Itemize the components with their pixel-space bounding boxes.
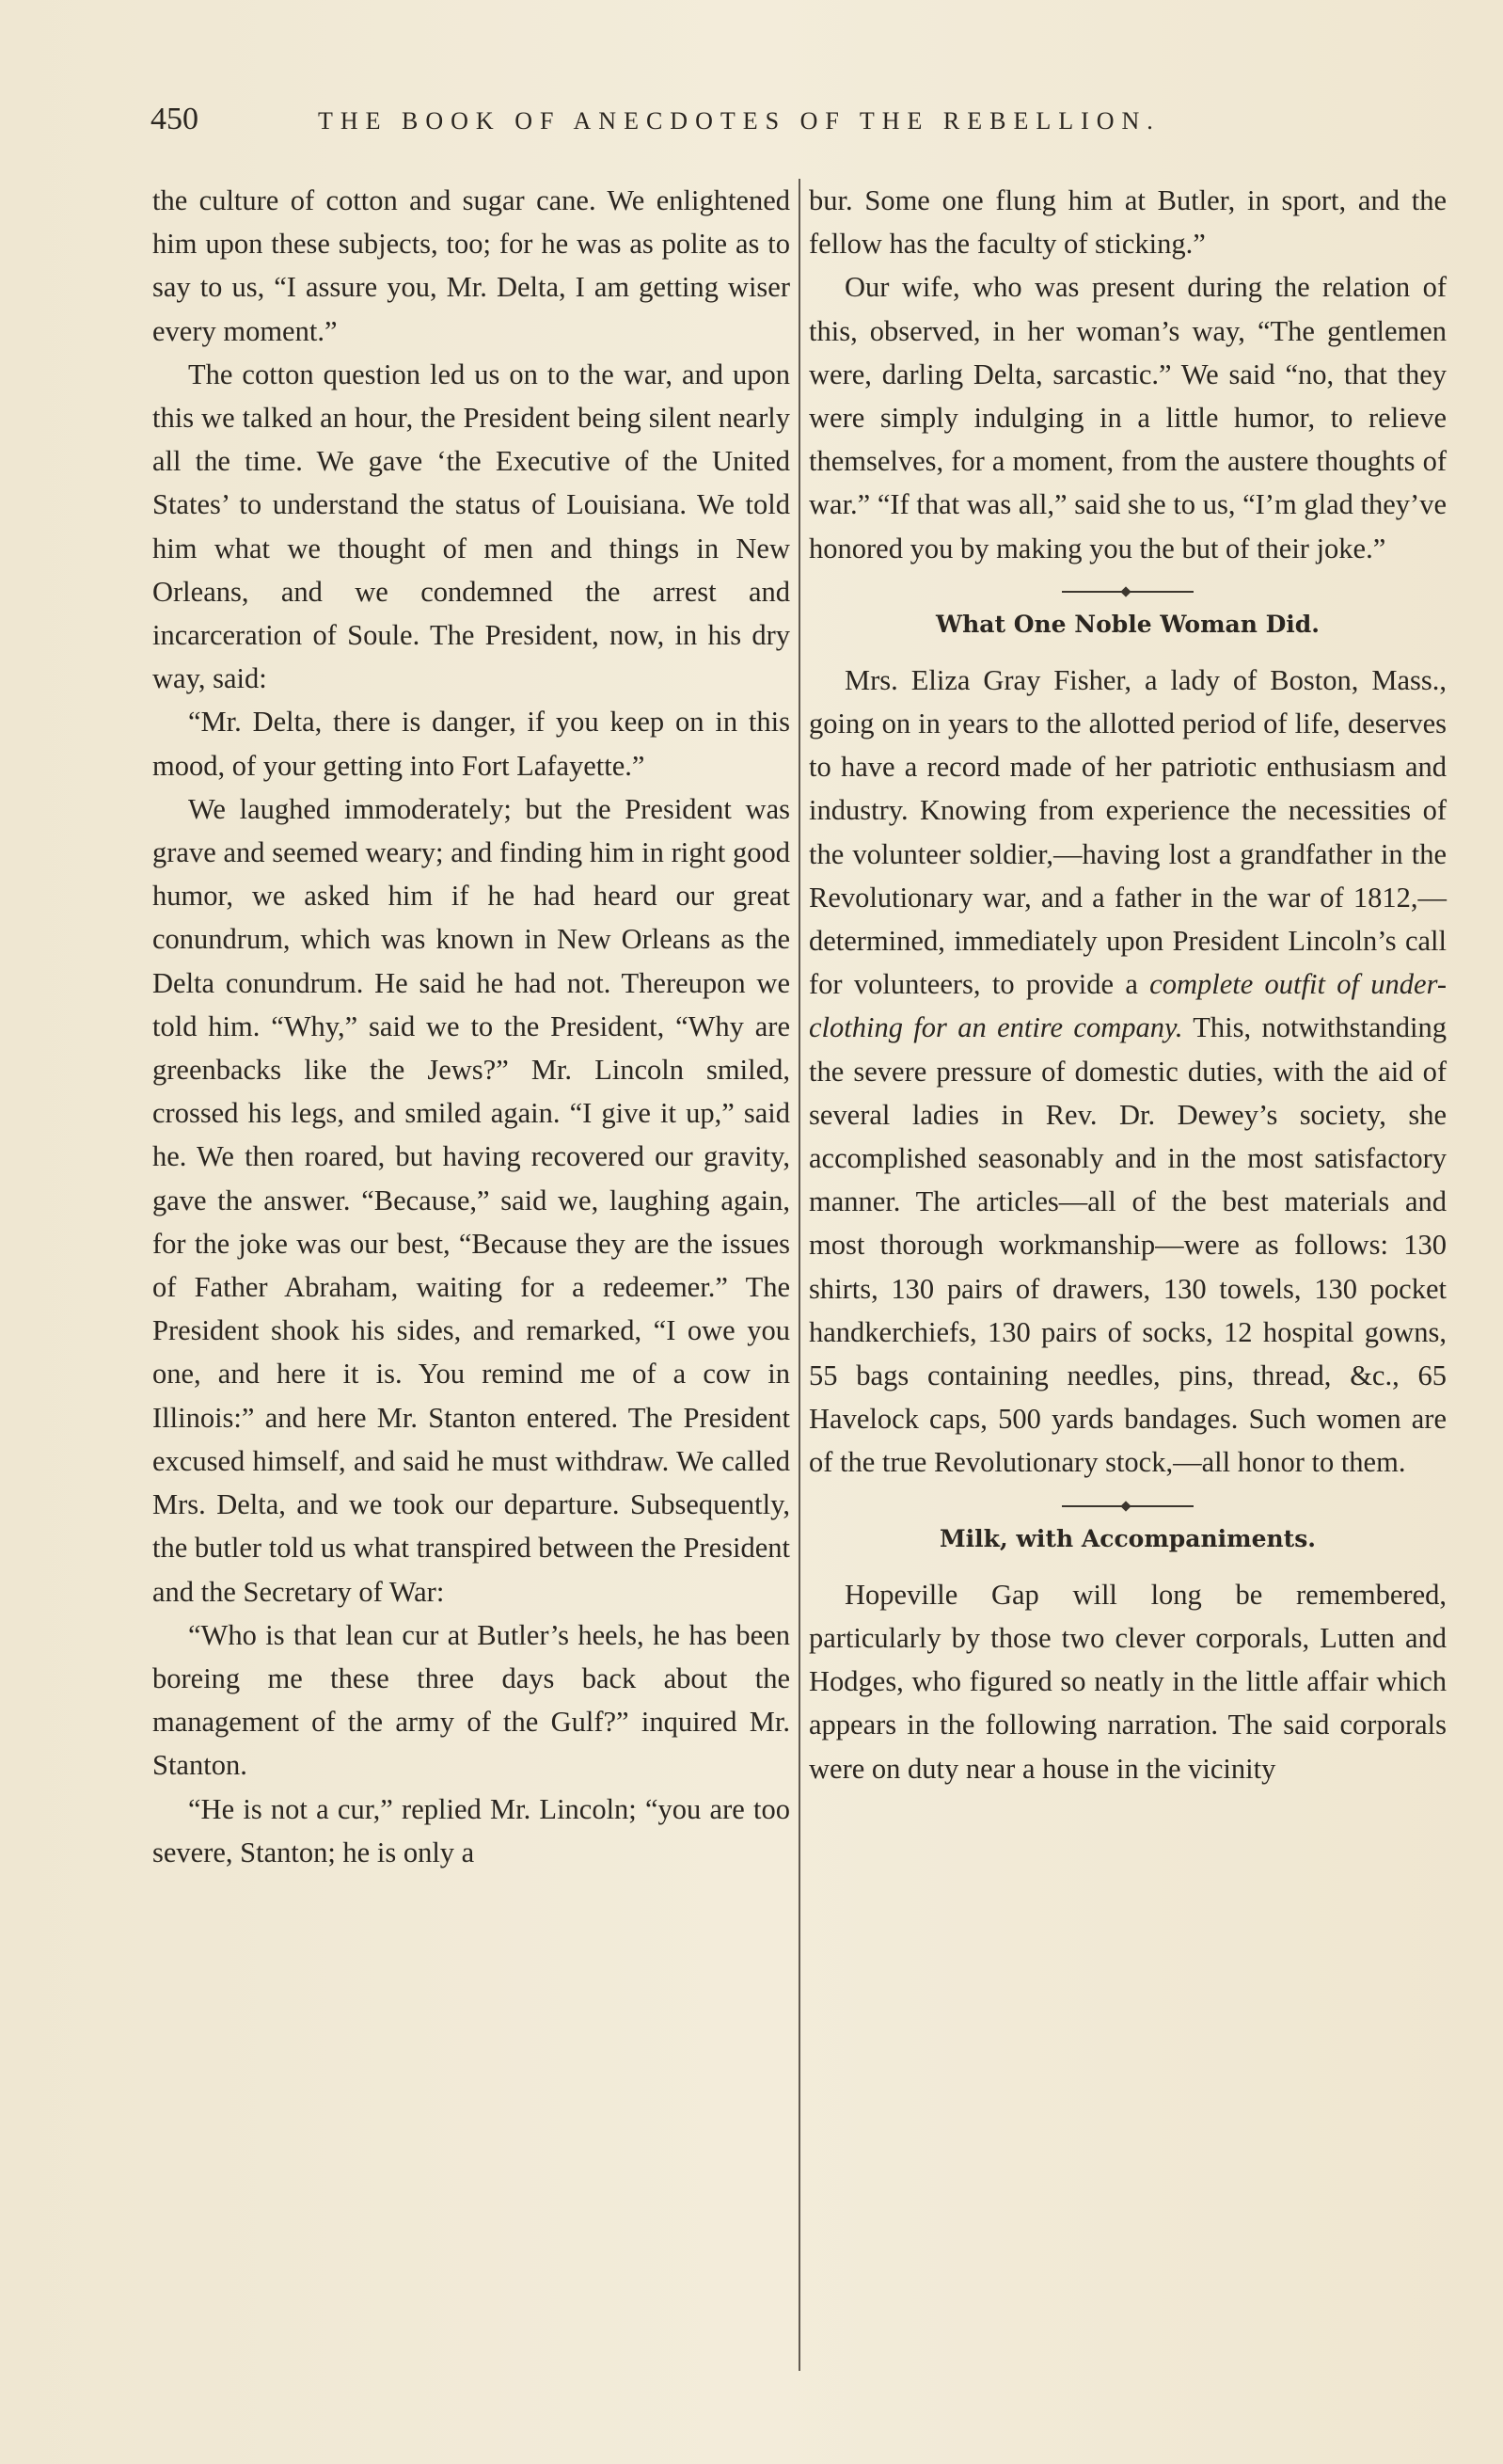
- page-header: [150, 102, 1317, 143]
- section-heading: What One Noble Woman Did.: [936, 610, 1320, 638]
- paragraph-text: This, notwithstanding the severe pressure of domestic duties, with the aid of several ladies in Rev. Dr. Dewey’s society, she accomplished seasonably and in the most satisfactory manner. The articles—all of the best materials and most thorough workmanship—were as follows: 130 shirts, 130 pairs of drawers, 130 towels, 130 pocket handkerchiefs, 130 pairs of socks, 12 hospital gowns, 55 bags containing needles, pins, thread, &c., 65 Havelock caps, 500 yards bandages. Such women are of the true Revolutionary stock,—all honor to them.: [809, 1011, 1447, 1479]
- emphasized-text: complete outfit of under-clothing for an entire company.: [809, 968, 1447, 1044]
- column-rule: [799, 179, 800, 2371]
- section-separator: [1062, 1505, 1194, 1507]
- paragraph: the culture of cotton and sugar cane. We enlightened him upon these subjects, too; for he was as polite as to say to us, “I assure you, Mr. Delta, I am getting wiser every moment.”: [152, 184, 790, 347]
- section-separator: [1062, 591, 1194, 593]
- paragraph: “Mr. Delta, there is danger, if you keep on in this mood, of your getting into Fort Lafayette.”: [152, 706, 790, 782]
- left-column: [152, 179, 790, 1874]
- section-heading: Milk, with Accompaniments.: [939, 1524, 1317, 1552]
- paragraph: Our wife, who was present during the relation of this, observed, in her woman’s way, “The gentlemen were, darling Delta, sarcastic.” We said “no, that they were simply indulging in a little humor, to relieve themselves, for a moment, from the austere thoughts of war.” “If that was all,” said she to us, “I’m glad they’ve honored you by making you the but of their joke.”: [809, 271, 1447, 564]
- paragraph: “Who is that lean cur at Butler’s heels, he has been boreing me these three days back about the management of the army of the Gulf?” inquired Mr. Stanton.: [152, 1618, 790, 1782]
- paragraph: bur. Some one flung him at Butler, in sport, and the fellow has the faculty of sticking.”: [809, 184, 1447, 261]
- paragraph: The cotton question led us on to the war, and upon this we talked an hour, the President being silent nearly all the time. We gave ‘the Executive of the United States’ to understand the status of Louisiana. We told him what we thought of men and things in New Orleans, and we condemned the arrest and incarceration of Soule. The President, now, in his dry way, said:: [152, 358, 790, 695]
- right-column: [809, 179, 1447, 1790]
- page-number: 450: [150, 102, 198, 136]
- running-title: THE BOOK OF ANECDOTES OF THE REBELLION.: [318, 107, 1161, 135]
- paragraph: Hopeville Gap will long be remembered, particularly by those two clever corporals, Lutten and Hodges, who figured so neatly in the little affair which appears in the following narration. The said corporals were on duty near a house in the vicinity: [809, 1578, 1447, 1785]
- paragraph: [809, 659, 1447, 1485]
- paragraph-text: Mrs. Eliza Gray Fisher, a lady of Boston, Mass., going on in years to the allotted period of life, deserves to have a record made of her patriotic enthusiasm and industry. Knowing from experience the necessities of the volunteer soldier,—having lost a grandfather in the Revolutionary war, and a father in the war of 1812,—determined, immediately upon President Lincoln’s call for volunteers, to provide a: [809, 663, 1447, 1001]
- paragraph: “He is not a cur,” replied Mr. Lincoln; “you are too severe, Stanton; he is only a: [152, 1792, 790, 1868]
- paragraph: We laughed immoderately; but the President was grave and seemed weary; and finding him in right good humor, we asked him if he had heard our great conundrum, which was known in New Orleans as the Delta conundrum. He said he had not. Thereupon we told him. “Why,” said we to the President, “Why are greenbacks like the Jews?” Mr. Lincoln smiled, crossed his legs, and smiled again. “I give it up,” said he. We then roared, but having recovered our gravity, gave the answer. “Because,” said we, laughing again, for the joke was our best, “Because they are the issues of Father Abraham, waiting for a redeemer.” The President shook his sides, and remarked, “I owe you one, and here it is. You remind me of a cow in Illinois:” and here Mr. Stanton entered. The President excused himself, and said he must withdraw. We called Mrs. Delta, and we took our departure. Subsequently, the butler told us what transpired between the President and the Secretary of War:: [152, 792, 790, 1608]
